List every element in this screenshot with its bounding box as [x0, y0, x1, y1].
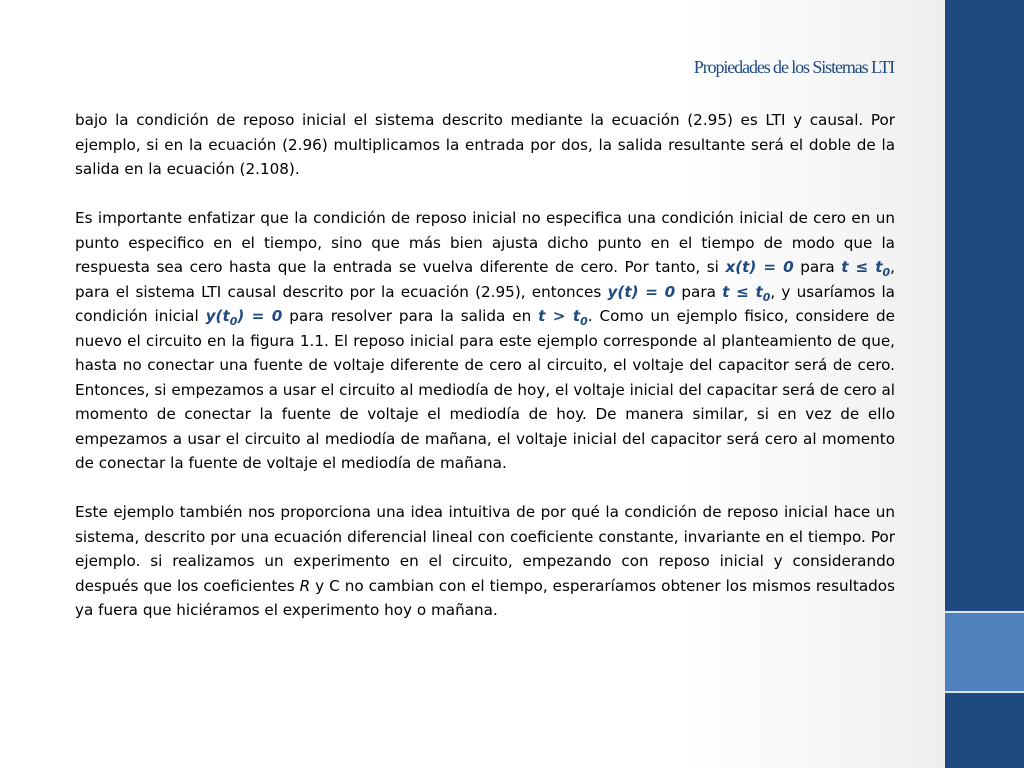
text-span: , y usaríamos la condición inicial — [75, 282, 895, 325]
text-span: Este ejemplo también nos proporciona una idea intuitiva de por qué la condición de reposo inicial hace un sistema, descrito por una ecuación diferencial lineal con coeficiente constante, invariante en el tiempo. Por ejemplo. si realizamos un experimento en el circuito, empezando con reposo inicial y considerando después que los coeficientes — [75, 503, 895, 595]
sidebar-band-top — [945, 0, 1024, 613]
text-span: para — [793, 258, 842, 276]
equation-t-gt-t0 — [538, 307, 588, 329]
equation-part: ) = 0 — [237, 307, 283, 325]
equation-part: t ≤ t — [841, 258, 883, 276]
subscript: 0 — [882, 266, 891, 280]
sidebar-divider — [945, 691, 1024, 693]
sidebar-band-bottom — [945, 691, 1024, 768]
equation-t-le-t0 — [722, 282, 771, 304]
paragraph-1: bajo la condición de reposo inicial el sistema descrito mediante la ecuación (2.95) es LTI y causal. Por ejemplo, si en la ecuación (2.96) multiplicamos la entrada por dos, la salida resultante será el doble de la salida en la ecuación (2.108). — [75, 111, 895, 178]
subscript: 0 — [580, 315, 588, 329]
variable-r: R — [299, 576, 311, 595]
slide-body — [75, 108, 895, 623]
text-span: . Como un ejemplo fisico, considere de nuevo el circuito en la figura 1.1. El reposo inicial para este ejemplo corresponde al planteamiento de que, hasta no conectar una fuente de voltaje diferente de cero al circuito, el voltaje del capacitor será de cero. Entonces, si empezamos a usar el circuito al mediodía de hoy, el voltaje inicial del capacitar será de cero al momento de conectar la fuente de voltaje el mediodía de hoy. De manera similar, si en vez de ello empezamos a usar el circuito al mediodía de mañana, el voltaje inicial del capacitor será cero al momento de conectar la fuente de voltaje el mediodía de mañana. — [75, 307, 895, 472]
equation-part: t ≤ t — [722, 282, 763, 301]
equation-y-zero: y(t) = 0 — [607, 282, 676, 301]
text-span: Es importante enfatizar que la condición de reposo inicial no especifica una condición inicial de cero en un punto especifico en el tiempo, sino que más bien ajusta dicho punto en el tiempo de modo que la respuesta sea cero hasta que la entrada se vuelva diferente de cero. Por tanto, si — [75, 209, 895, 276]
subscript: 0 — [762, 290, 771, 304]
equation-part: y(t — [205, 307, 230, 325]
text-span: para — [675, 282, 723, 301]
equation-part: t > t — [538, 307, 581, 325]
sidebar-divider — [945, 611, 1024, 613]
slide-title: Propiedades de los Sistemas LTI — [693, 57, 894, 77]
paragraph-2 — [75, 206, 895, 476]
equation-initial-condition — [205, 307, 283, 329]
equation-x-zero: x(t) = 0 — [725, 258, 794, 276]
text-span: , para el sistema LTI causal descrito por la ecuación (2.95), entonces — [75, 258, 895, 301]
text-span: y C no cambian con el tiempo, esperaríamos obtener los mismos resultados ya fuera que hiciéramos el experimento hoy o mañana. — [75, 576, 895, 619]
paragraph-3 — [75, 500, 895, 623]
equation-t-le-t0 — [841, 258, 891, 280]
text-span: para resolver para la salida en — [282, 307, 539, 325]
sidebar-band-middle — [945, 613, 1024, 691]
decorative-sidebar — [945, 0, 1024, 768]
subscript: 0 — [229, 315, 238, 329]
